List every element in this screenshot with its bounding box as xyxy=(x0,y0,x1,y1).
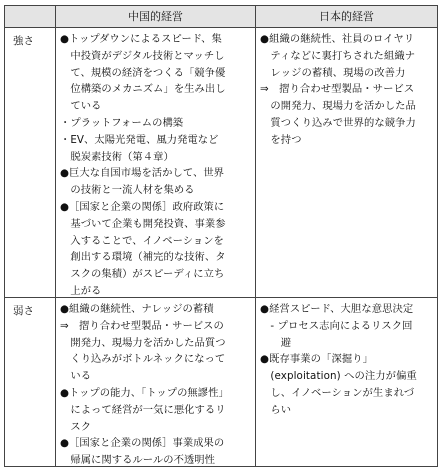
japan-strengths-cell xyxy=(256,28,437,297)
cell-text-line: ●組織の継続性、ナレッジの蓄積 xyxy=(60,303,214,315)
row-strengths xyxy=(5,28,437,298)
cell-text-line: (exploitation) への注力が偏重 xyxy=(260,370,417,383)
cell-text-line: ●既存事業の「深掘り」 xyxy=(260,353,374,366)
cell-text-line: 脱炭素技術（第４章） xyxy=(60,150,174,163)
cell-text-line: 上がる xyxy=(60,284,102,297)
cell-text-line: レッジの蓄積、現場の改善力 xyxy=(260,66,406,79)
header-china: 中国的経営 xyxy=(56,6,256,28)
cell-text-line: 避 xyxy=(260,336,292,349)
row-label: 強さ xyxy=(13,35,34,47)
cell-text-line: くり込みがボトルネックになって xyxy=(60,353,226,366)
cell-text-line: ●巨大な自国市場を活かして、世界 xyxy=(60,167,225,180)
cell-text-line: ●トップダウンによるスピード、集 xyxy=(60,33,222,45)
cell-text-line: ●組織の継続性、社員のロイヤリ xyxy=(260,33,415,45)
cell-text-line: ⇒ 摺り合わせ型製品・サービスの xyxy=(60,319,224,332)
cell-text-line: ⇒ 摺り合わせ型製品・サービス xyxy=(260,83,415,96)
cell-text-line: ●［国家と企業の関係］政府政策に xyxy=(60,200,225,213)
cell-text-line: ている xyxy=(60,100,102,113)
cell-text-line: 入することで、イノベーションを xyxy=(60,234,224,247)
row-label-cell xyxy=(5,28,56,297)
cell-text-line: 中投資がデジタル技術とマッチし xyxy=(60,49,225,62)
cell-text-line: いる xyxy=(60,370,92,383)
row-label-cell xyxy=(5,298,56,466)
header-japan: 日本的経営 xyxy=(256,6,437,28)
cell-text-line: の技術と一流人材を集める xyxy=(60,184,195,197)
cell-text-line: スクの集積）がスピーディに立ち xyxy=(60,268,225,281)
cell-text-line: 位構築のメカニズム」を生み出し xyxy=(60,83,226,96)
cell-text-line: 質つくり込みで世界的な競争力 xyxy=(260,116,416,129)
header-corner xyxy=(5,6,56,28)
japan-weaknesses-cell xyxy=(256,298,437,466)
cell-text-line: 開発力、現場力を活かした品質つ xyxy=(60,336,226,349)
cell-text-line: 基づいて企業も開発投資、事業参 xyxy=(60,217,226,230)
cell-text-line: スク xyxy=(60,420,92,433)
cell-text-line: 創出する環境（補完的な技術、タ xyxy=(60,251,226,264)
cell-text-line: の開発力、現場力を活かした品 xyxy=(260,100,416,113)
cell-text-line: ティなどに裏打ちされた組織ナ xyxy=(260,49,416,62)
cell-text-line: 帰属に関するルールの不透明性 xyxy=(60,454,215,467)
cell-text-line: を持つ xyxy=(260,133,302,146)
china-weaknesses-cell xyxy=(56,298,256,466)
comparison-table xyxy=(4,5,438,467)
cell-text-line: て、規模の経済をつくる「競争優 xyxy=(60,66,226,79)
cell-text-line: ●トップの能力、「トップの無謬性」 xyxy=(60,386,229,399)
china-strengths-cell xyxy=(56,28,256,297)
row-label: 弱さ xyxy=(13,305,34,317)
cell-text-line: によって経営が一気に悪化するリ xyxy=(60,403,226,416)
cell-text-line: - プロセス志向によるリスク回 xyxy=(260,319,413,332)
cell-text-line: ・EV、太陽光発電、風力発電など xyxy=(60,133,219,146)
row-weaknesses xyxy=(5,298,437,466)
cell-text-line: ・プラットフォームの構築 xyxy=(60,116,184,129)
cell-text-line: し、イノベーションが生まれづ xyxy=(260,386,415,399)
cell-text-line: ●［国家と企業の関係］事業成果の xyxy=(60,437,225,450)
cell-text-line: ●経営スピード、大胆な意思決定 xyxy=(260,303,414,315)
cell-text-line: らい xyxy=(260,403,292,416)
